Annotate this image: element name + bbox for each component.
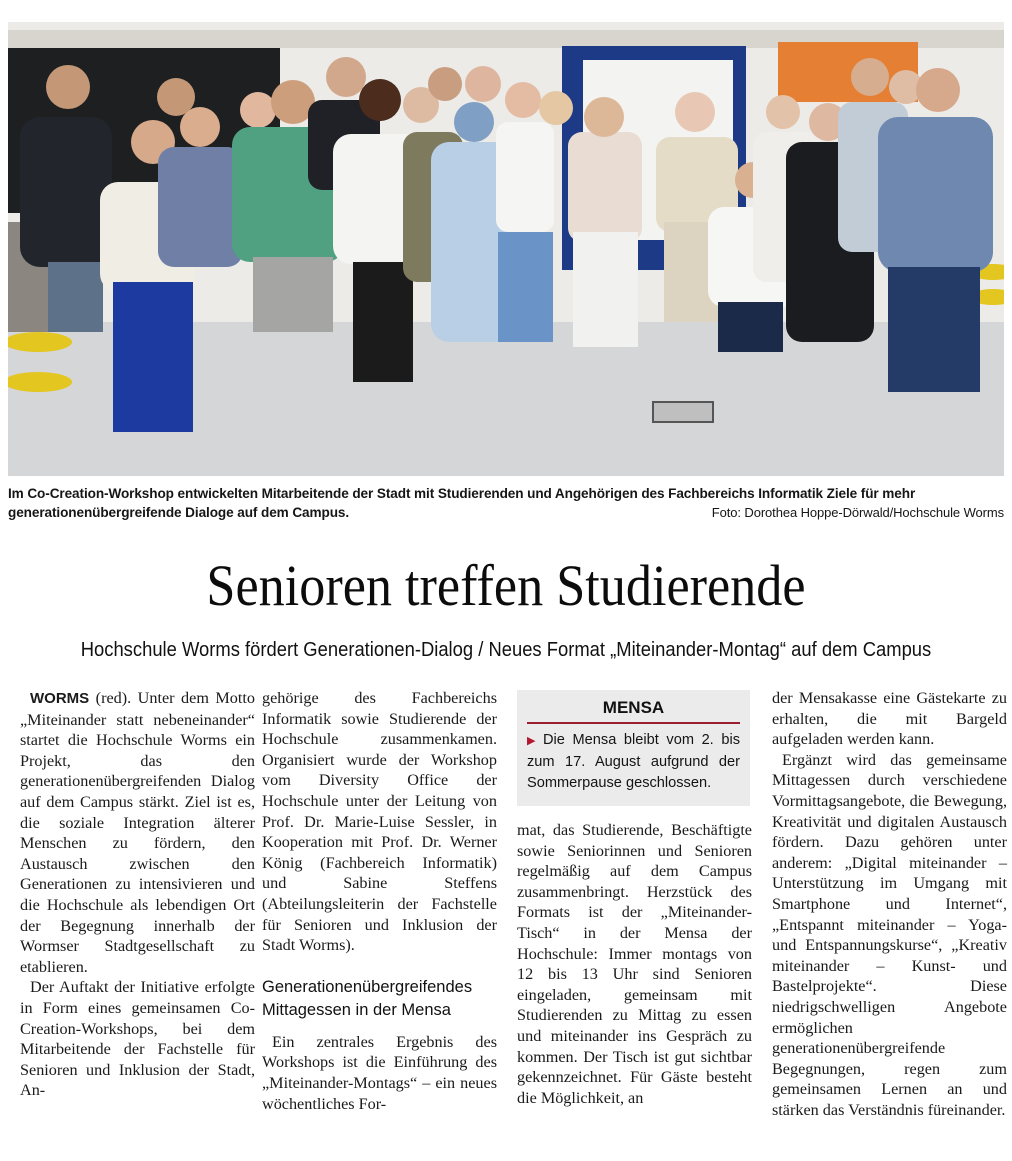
article-paragraph: Ergänzt wird das gemeinsame Mittagessen durch verschiedene Vormittagsangebote, die Bewegung, Kreativität und digitalen Austausch fördern. Dazu gehören unter anderem: „Digital miteinander – Unterstützung im Umgang mit Smartphone und Internet“, „Entspannt miteinander – Yoga- und Entspannungskurse“, „Kreativ miteinander – Kunst- und Bastelprojekte“. Diese niedrigschwelligen Angebote ermöglichen generationenübergreifende Begegnungen, regen zum gemeinsamen Lernen an und stärken das Verständnis füreinander. bbox=[772, 750, 1007, 1119]
infobox-body bbox=[517, 724, 750, 794]
dateline: WORMS bbox=[30, 690, 90, 707]
group-photo bbox=[8, 22, 1004, 476]
caption-text: Im Co-Creation-Workshop entwickelten Mitarbeitende der Stadt mit Studierenden und Angehörigen des Fachbereichs Informatik Ziele für mehr generationenübergreifende Dialoge auf dem Campus. bbox=[8, 486, 916, 520]
article-paragraph: Ein zentrales Ergebnis des Workshops ist die Einführung des „Miteinander-Montags“ – ein neues wöchentliches For- bbox=[262, 1032, 497, 1113]
article-column-2 bbox=[262, 688, 497, 1114]
photo-caption bbox=[8, 484, 1004, 522]
group-photo-illustration bbox=[8, 22, 1004, 476]
subheadline: Hochschule Worms fördert Generationen-Dialog / Neues Format „Miteinander-Montag“ auf dem Campus bbox=[80, 639, 932, 661]
article-column-4 bbox=[772, 688, 1007, 1120]
photo-credit: Foto: Dorothea Hoppe-Dörwald/Hochschule Worms bbox=[711, 505, 1004, 520]
article-paragraph bbox=[20, 688, 255, 977]
article-paragraph: gehörige des Fachbereichs Informatik sowie Studierende der Hochschule zusammenkamen. Organisiert wurde der Workshop vom Diversity Office der Hochschule unter der Leitung von Prof. Dr. Marie-Luise Sessler, in Kooperation mit Prof. Dr. Werner König (Fachbereich Informatik) und Sabine Steffens (Abteilungsleiterin der Fachstelle für Senioren und Inklusion der Stadt Worms). bbox=[262, 689, 497, 955]
article-paragraph: der Mensakasse eine Gästekarte zu erhalten, die mit Bargeld aufgeladen werden kann. bbox=[772, 689, 1007, 749]
infobox-text: Die Mensa bleibt vom 2. bis zum 17. August aufgrund der Sommerpause geschlossen. bbox=[527, 732, 740, 791]
headline: Senioren treffen Studierende bbox=[206, 553, 806, 618]
section-subheading: Generationenübergreifendes Mittagessen in der Mensa bbox=[262, 977, 473, 1019]
infobox-title: MENSA bbox=[602, 698, 665, 717]
mensa-infobox bbox=[517, 690, 750, 806]
paragraph-text: (red). Unter dem Motto „Miteinander statt nebeneinander“ startet die Hochschule Worms ein Projekt, das den generationenübergreifenden Dialog auf dem Campus stärkt. Ziel ist es, die soziale Integration älterer Menschen zu fördern, den Austausch zwischen den Generationen zu intensivieren und die Hochschule als lebendigen Ort der Begegnung innerhalb der Wormser Stadtgesellschaft zu etablieren. bbox=[20, 689, 255, 976]
article-paragraph: mat, das Studierende, Beschäftigte sowie Seniorinnen und Senioren regelmäßig auf dem Campus zusammenbringt. Herzstück des Formats ist der „Miteinander-Tisch“ in der Mensa der Hochschule: Immer montags von 12 bis 13 Uhr sind Senioren eingeladen, gemeinsam mit Studierenden zu Mittag zu essen und miteinander ins Gespräch zu kommen. Der Tisch ist gut sichtbar gekennzeichnet. Für Gäste besteht die Möglichkeit, an bbox=[517, 821, 752, 1107]
article-column-1 bbox=[20, 688, 255, 1101]
triangle-right-icon: ▶ bbox=[527, 735, 540, 747]
article-paragraph: Der Auftakt der Initiative erfolgte in Form eines gemeinsamen Co-Creation-Workshops, bei dem Mitarbeitende der Fachstelle für Senioren und Inklusion der Stadt, An- bbox=[20, 978, 255, 1100]
